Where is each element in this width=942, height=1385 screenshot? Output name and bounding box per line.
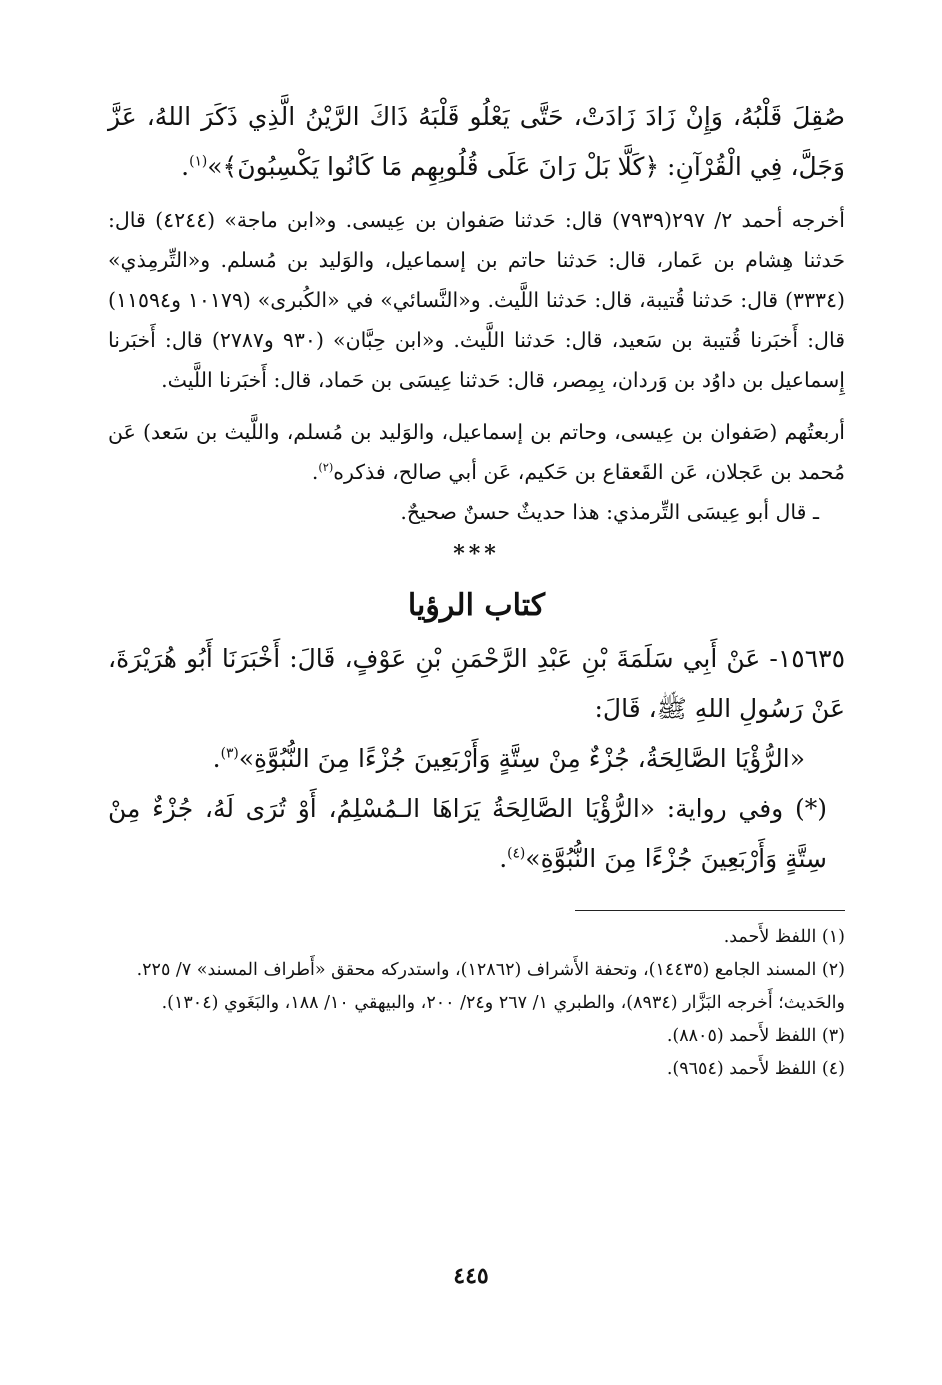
footnote-1: (١) اللفظ لأَحمد. — [723, 927, 845, 947]
section-title: كتاب الرؤيا — [407, 588, 546, 623]
footnote-4: (٤) اللفظ لأَحمد (٩٦٥٤). — [666, 1059, 845, 1079]
narrators-text: أربعتُهم (صَفوان بن عِيسى، وحاتم بن إسماعيل، والوَليد بن مُسلم، واللَّيث بن سَعد) عَن مُحمد بن عَجلان، عَن القَعقاع بن حَكيم، عَن أبي صالح، فذكره — [108, 420, 845, 484]
footnote-ref-1[interactable]: (١) — [189, 153, 208, 170]
hadith-matn-text: «الرُّؤْيَا الصَّالِحَةُ، جُزْءٌ مِنْ سِتَّةٍ وَأَرْبَعِينَ جُزْءًا مِنَ النُّبُوَّةِ» — [238, 744, 805, 773]
sentence-end: . — [212, 744, 221, 773]
footnote-2: (٢) المسند الجامع (١٤٤٣٥)، وتحفة الأَشراف (١٢٨٦٢)، واستدركه محقق «أَطراف المسند» ٧/ ٢٢٥. — [136, 960, 845, 980]
footnote-ref-4[interactable]: (٤) — [507, 845, 526, 862]
footnote-2-continuation: والحَديث؛ أَخرجه البَزَّار (٨٩٣٤)، والطبري ١/ ٢٦٧ و٢٤/ ٢٠٠، والبيهقي ١٠/ ١٨٨، والبَغَوي (١٣٠٤). — [161, 993, 845, 1013]
footnote-ref-3[interactable]: (٣) — [220, 745, 239, 762]
hadith-isnad-paragraph — [108, 634, 845, 734]
takhrij-paragraph: أخرجه أحمد ٢/ ٢٩٧(٧٩٣٩) قال: حَدثنا صَفوان بن عِيسى. و«ابن ماجة» (٤٢٤٤) قال: حَدثنا هِشام بن عَمار، قال: حَدثنا حاتم بن إسماعيل، والوَليد بن مُسلم. و«التِّرمِذي» (٣٣٣٤) قال: حَدثنا قُتيبة، قال: حَدثنا اللَّيث. و«النَّسائي» في «الكُبرى» (١٠١٧٩ و١١٥٩٤) قال: أَخبَرنا قُتيبة بن سَعيد، قال: حَدثنا اللَّيث. و«ابن حِبَّان» (٩٣٠ و٢٧٨٧) قال: أَخبَرنا إِسماعيل بن داوُد بن وَردان، بِمِصر، قال: حَدثنا عِيسَى بن حَماد، قال: أَخبَرنا اللَّيث. — [108, 208, 845, 392]
sentence-end: . — [499, 844, 508, 873]
section-separator: *** — [453, 541, 500, 567]
narrators-paragraph — [108, 412, 845, 492]
sentence-end: . — [311, 460, 319, 484]
hadith-matn — [108, 734, 845, 784]
hadith-continuation-paragraph — [108, 92, 845, 192]
footnote-divider — [575, 910, 845, 911]
hadith-variant-riwaya — [108, 784, 845, 884]
hadith-isnad: - عَنْ أَبِي سَلَمَةَ بْنِ عَبْدِ الرَّحْمَنِ بْنِ عَوْفٍ، قَالَ: أَخْبَرَنَا أَبُو هُرَيْرَةَ، عَنْ رَسُولِ اللهِ ﷺ، قَالَ: — [108, 644, 845, 723]
footnote-ref-2[interactable]: (٢) — [318, 461, 334, 475]
hadith-number: ١٥٦٣٥ — [777, 644, 845, 673]
page-number: ٤٤٥ — [453, 1263, 489, 1289]
footnote-3: (٣) اللفظ لأَحمد (٨٨٠٥). — [666, 1026, 845, 1046]
riwaya-text: (*) وفي رواية: «الرُّؤْيَا الصَّالِحَةُ يَرَاهَا الـمُسْلِمُ، أَوْ تُرَى لَهُ، جُزْءٌ مِنْ سِتَّةٍ وَأَرْبَعِينَ جُزْءًا مِنَ النُّبُوَّةِ» — [108, 794, 827, 873]
book-page — [108, 92, 845, 1342]
hadith-continuation-text: صُقِلَ قَلْبُهُ، وَإِنْ زَادَ زَادَتْ، حَتَّى يَعْلُو قَلْبَهُ ذَاكَ الرَّيْنُ الَّذِي ذَكَرَ اللهُ، عَزَّ وَجَلَّ، فِي الْقُرْآنِ: ﴿كَلَّا بَلْ رَانَ عَلَى قُلُوبِهِم مَا كَانُوا يَكْسِبُونَ﴾» — [108, 102, 845, 181]
tirmidhi-grading: ـ قال أبو عِيسَى التِّرمذي: هذا حديثٌ حسنٌ صحيحٌ. — [400, 500, 819, 524]
footnotes-section — [108, 921, 845, 1086]
sentence-end: . — [181, 152, 190, 181]
